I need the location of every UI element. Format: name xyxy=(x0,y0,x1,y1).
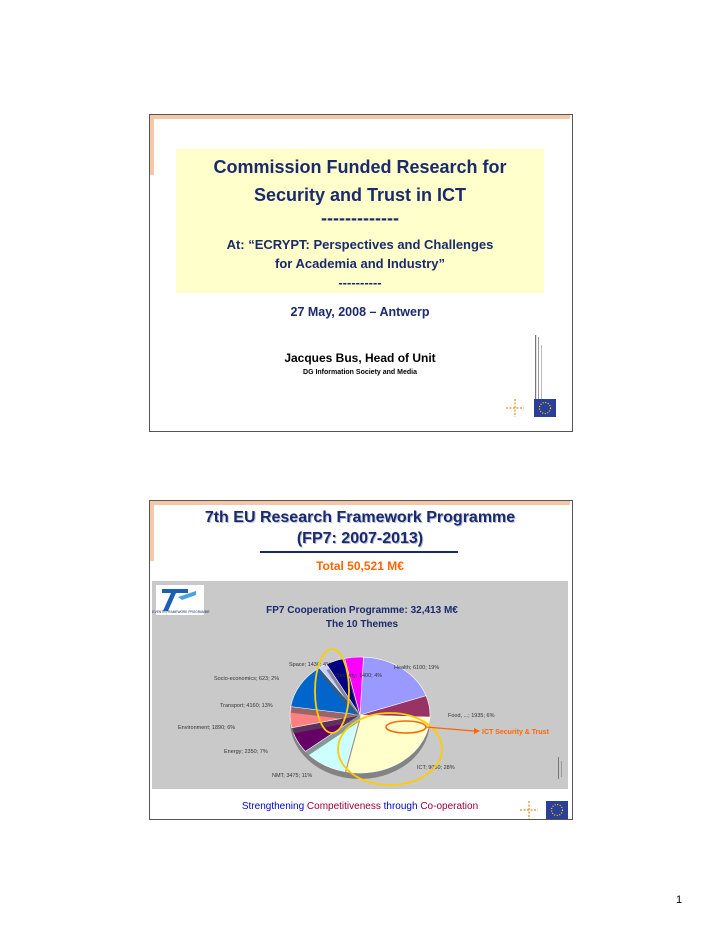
footer-word-4: Co-operation xyxy=(420,801,479,812)
european-commission-logo xyxy=(558,757,562,779)
event-date: 27 May, 2008 – Antwerp xyxy=(290,305,430,319)
fp7-pie-chart xyxy=(152,581,568,789)
pie-label: Energy; 2350; 7% xyxy=(224,749,268,755)
fp7-slide xyxy=(149,500,573,820)
page-number: 1 xyxy=(676,894,683,906)
pie-label: Environment; 1890; 6% xyxy=(178,725,236,731)
fp7-total: Total 50,521 M€ xyxy=(316,559,404,573)
ec-cross-icon xyxy=(506,399,524,417)
pie-label: Security; 1400; 4% xyxy=(336,673,383,679)
slide-footer xyxy=(150,801,570,812)
pie-label: Health; 6100; 19% xyxy=(394,665,440,671)
subtitle-line-1: At: “ECRYPT: Perspectives and Challenges xyxy=(226,237,494,252)
eu-flag-icon xyxy=(534,399,556,417)
fp7-title-line-1: 7th EU Research Framework Programme xyxy=(204,509,516,526)
pie-label: Transport; 4160; 13% xyxy=(220,703,273,709)
slide-top-bar xyxy=(150,501,570,505)
pie-label: NMT; 3475; 11% xyxy=(272,773,313,779)
slide-top-bar xyxy=(150,115,570,119)
pie-label: Food, ...; 1935; 6% xyxy=(448,713,495,719)
fp7-title-line-2: (FP7: 2007-2013) xyxy=(296,530,424,547)
eu-flag-icon xyxy=(546,801,568,819)
footer-word-3: through xyxy=(383,801,418,812)
subtitle-line-2: for Academia and Industry” xyxy=(275,256,445,271)
fp7-logo xyxy=(152,585,210,615)
fp7-slide-title xyxy=(150,507,570,549)
chart-title: FP7 Cooperation Programme: 32,413 M€ xyxy=(266,605,458,616)
chart-panel xyxy=(152,581,568,789)
fp7-logo-text: SEVENTH FRAMEWORK PROGRAMME xyxy=(152,610,210,614)
arrow-head xyxy=(474,728,480,734)
footer-word-2: Competitiveness xyxy=(306,801,381,812)
title-box xyxy=(176,149,544,293)
presenter-affiliation: DG Information Society and Media xyxy=(303,369,417,376)
pie-label: ICT; 9050; 28% xyxy=(417,765,455,771)
pie-label: Socio-economics; 623; 2% xyxy=(214,676,280,682)
ict-security-annotation: ICT Security & Trust xyxy=(482,729,549,736)
title-slide xyxy=(149,114,573,432)
title-separator: ------------- xyxy=(321,208,399,228)
title-line-1: Commission Funded Research for xyxy=(213,157,507,177)
footer-word-1: Strengthening xyxy=(241,801,305,812)
presenter-name: Jacques Bus, Head of Unit xyxy=(284,351,436,365)
subtitle-separator: ---------- xyxy=(338,275,382,290)
pie-label: Space; 1430; 4% xyxy=(289,662,331,668)
slide-left-bar xyxy=(150,115,154,175)
ec-cross-icon xyxy=(520,801,538,819)
chart-subtitle: The 10 Themes xyxy=(325,619,399,630)
title-underline xyxy=(260,551,458,553)
european-commission-logo xyxy=(534,335,546,407)
title-line-2: Security and Trust in ICT xyxy=(253,185,467,205)
